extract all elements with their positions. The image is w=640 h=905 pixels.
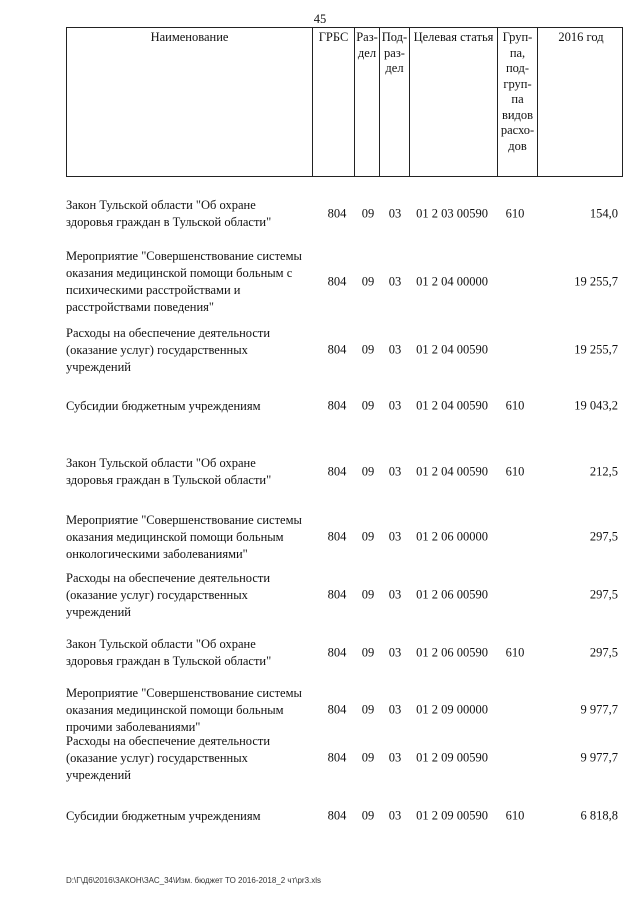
table-row	[66, 636, 623, 670]
header-grbs: ГРБС	[312, 28, 354, 176]
row-name-line: здоровья граждан в Тульской области"	[66, 654, 272, 668]
row-grbs: 804	[327, 808, 347, 823]
row-name	[66, 248, 311, 316]
row-subsection: 03	[388, 529, 402, 544]
row-section: 09	[361, 206, 375, 221]
row-amount-2016: 6 818,8	[580, 808, 618, 823]
row-section: 09	[361, 587, 375, 602]
row-section: 09	[361, 645, 375, 660]
row-grbs: 804	[327, 398, 347, 413]
page-number: 45	[313, 12, 327, 26]
row-grbs: 804	[327, 206, 347, 221]
row-name-line: здоровья граждан в Тульской области"	[66, 473, 272, 487]
header-section: Раз- дел	[354, 28, 379, 176]
row-name-line: Закон Тульской области "Об охране	[66, 456, 256, 470]
budget-table	[66, 27, 623, 177]
row-target-article: 01 2 06 00590	[416, 587, 488, 602]
row-target-article: 01 2 04 00590	[416, 464, 488, 479]
row-name-line: оказания медицинской помощи больным	[66, 529, 284, 544]
row-grbs: 804	[327, 702, 347, 717]
row-name-line: психическими расстройствами и	[66, 283, 241, 297]
header-subsection: Под- раз- дел	[379, 28, 409, 176]
row-name	[66, 512, 311, 563]
row-grbs: 804	[327, 587, 347, 602]
row-name-line: расстройствами поведения"	[66, 300, 215, 314]
row-grbs: 804	[327, 750, 347, 765]
row-subsection: 03	[388, 808, 402, 823]
row-name-line: Субсидии бюджетным учреждениям	[66, 808, 261, 823]
header-target-article: Целевая статья	[409, 28, 497, 176]
table-row	[66, 570, 623, 621]
row-grbs: 804	[327, 274, 347, 289]
row-name-line: онкологическими заболеваниями"	[66, 546, 248, 561]
row-amount-2016: 297,5	[589, 529, 618, 544]
row-subsection: 03	[388, 398, 402, 413]
row-name	[66, 636, 311, 670]
row-grbs: 804	[327, 529, 347, 544]
row-target-article: 01 2 09 00590	[416, 750, 488, 765]
table-row	[66, 512, 623, 563]
row-name-line: учреждений	[66, 604, 131, 619]
row-name-line: Расходы на обеспечение деятельности	[66, 733, 271, 748]
header-expense-group: Груп- па, под- груп- па видов расхо- дов	[497, 28, 537, 176]
row-expense-group: 610	[505, 464, 525, 479]
row-name-line: (оказание услуг) государственных	[66, 342, 248, 357]
row-subsection: 03	[388, 274, 402, 289]
row-amount-2016: 19 043,2	[574, 398, 618, 413]
table-row	[66, 325, 623, 376]
row-name	[66, 197, 311, 231]
row-grbs: 804	[327, 342, 347, 357]
row-name-line: прочими заболеваниями"	[66, 719, 201, 734]
row-name	[66, 455, 311, 489]
row-subsection: 03	[388, 464, 402, 479]
row-target-article: 01 2 09 00590	[416, 808, 488, 823]
row-section: 09	[361, 808, 375, 823]
row-name-line: Субсидии бюджетным учреждениям	[66, 398, 261, 413]
row-target-article: 01 2 09 00000	[416, 702, 488, 717]
row-target-article: 01 2 04 00590	[416, 398, 488, 413]
row-amount-2016: 9 977,7	[580, 702, 618, 717]
row-target-article: 01 2 04 00000	[416, 274, 488, 289]
row-expense-group: 610	[505, 808, 525, 823]
row-section: 09	[361, 750, 375, 765]
row-target-article: 01 2 06 00590	[416, 645, 488, 660]
row-grbs: 804	[327, 645, 347, 660]
row-amount-2016: 19 255,7	[574, 342, 618, 357]
row-subsection: 03	[388, 342, 402, 357]
header-year-2016: 2016 год	[537, 28, 624, 176]
table-row	[66, 733, 623, 784]
row-amount-2016: 19 255,7	[574, 274, 618, 289]
table-row	[66, 808, 623, 825]
row-section: 09	[361, 702, 375, 717]
row-name	[66, 398, 311, 415]
row-name	[66, 808, 311, 825]
row-amount-2016: 154,0	[589, 206, 618, 221]
table-header	[66, 27, 623, 177]
row-section: 09	[361, 342, 375, 357]
row-name-line: Мероприятие "Совершенствование системы	[66, 512, 302, 527]
row-subsection: 03	[388, 206, 402, 221]
row-name-line: оказания медицинской помощи больным с	[66, 266, 293, 280]
row-name-line: Мероприятие "Совершенствование системы	[66, 249, 302, 263]
row-amount-2016: 297,5	[589, 645, 618, 660]
row-amount-2016: 297,5	[589, 587, 618, 602]
row-name	[66, 325, 311, 376]
row-name	[66, 570, 311, 621]
row-name-line: Расходы на обеспечение деятельности	[66, 570, 271, 585]
table-row	[66, 248, 623, 316]
row-expense-group: 610	[505, 645, 525, 660]
file-path-footer: D:\Г\Д6\2016\ЗАКОН\ЗАС_34\Изм. бюджет ТО 2016-2018_2 чт\pr3.xls	[66, 876, 322, 885]
row-name	[66, 685, 311, 736]
row-amount-2016: 9 977,7	[580, 750, 618, 765]
row-target-article: 01 2 03 00590	[416, 206, 488, 221]
row-section: 09	[361, 464, 375, 479]
row-subsection: 03	[388, 645, 402, 660]
row-section: 09	[361, 274, 375, 289]
row-amount-2016: 212,5	[589, 464, 618, 479]
row-subsection: 03	[388, 702, 402, 717]
row-expense-group: 610	[505, 398, 525, 413]
row-name	[66, 733, 311, 784]
row-name-line: учреждений	[66, 767, 131, 782]
row-name-line: Закон Тульской области "Об охране	[66, 637, 256, 651]
table-row	[66, 197, 623, 231]
row-target-article: 01 2 06 00000	[416, 529, 488, 544]
header-name: Наименование	[150, 30, 229, 44]
table-row	[66, 455, 623, 489]
row-name-line: (оказание услуг) государственных	[66, 587, 248, 602]
row-subsection: 03	[388, 587, 402, 602]
row-name-line: Закон Тульской области "Об охране	[66, 198, 256, 212]
row-name-line: (оказание услуг) государственных	[66, 750, 248, 765]
row-target-article: 01 2 04 00590	[416, 342, 488, 357]
row-name-line: Мероприятие "Совершенствование системы	[66, 685, 302, 700]
row-name-line: оказания медицинской помощи больным	[66, 702, 284, 717]
row-section: 09	[361, 529, 375, 544]
row-grbs: 804	[327, 464, 347, 479]
row-name-line: учреждений	[66, 359, 131, 374]
table-row	[66, 685, 623, 736]
row-section: 09	[361, 398, 375, 413]
row-name-line: Расходы на обеспечение деятельности	[66, 325, 271, 340]
row-expense-group: 610	[505, 206, 525, 221]
table-row	[66, 398, 623, 415]
row-subsection: 03	[388, 750, 402, 765]
row-name-line: здоровья граждан в Тульской области"	[66, 215, 272, 229]
